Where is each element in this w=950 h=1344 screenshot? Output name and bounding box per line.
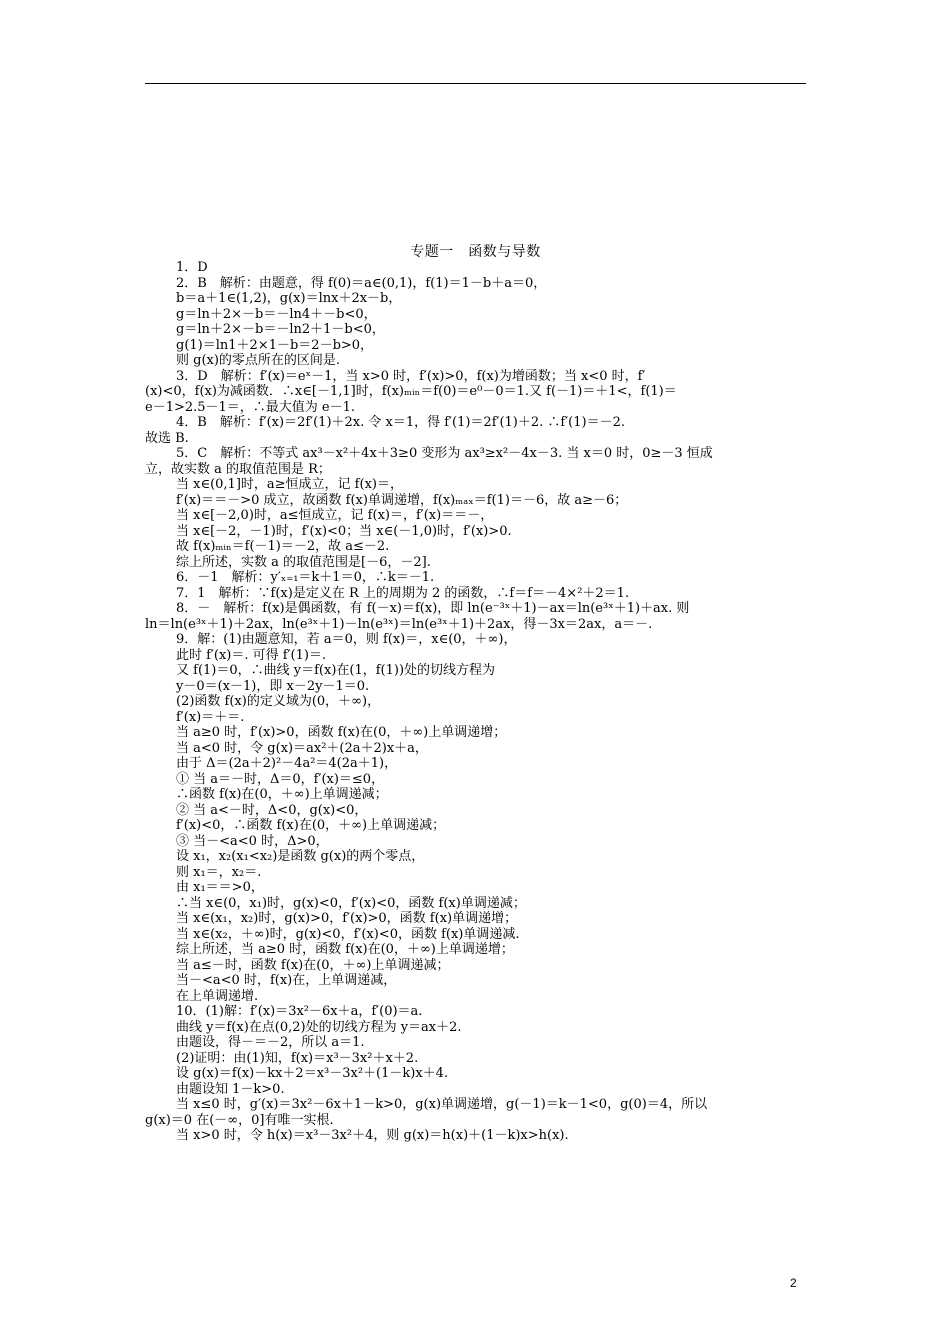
text-line: 综上所述，实数 a 的取值范围是[－6，－2].	[176, 554, 431, 570]
text-line: 6．－1 解析：y′ₓ₌₁＝k＋1＝0，∴k＝－1.	[176, 570, 435, 585]
text-line: 当 x∈[－2，－1)时，f′(x)<0；当 x∈(－1,0)时，f′(x)>0.	[176, 523, 512, 539]
text-line: g＝ln＋2×－b＝－ln2＋1－b<0，	[176, 322, 385, 337]
text-line: ln＝ln(e³ˣ＋1)＋2ax，ln(e³ˣ＋1)－ln(e³ˣ)＝ln(e³ˣ＋1)＋2ax，得－3x＝2ax，a＝－.	[145, 616, 653, 632]
text-line: 当－<a<0 时，f(x)在，上单调递减，	[176, 973, 397, 988]
text-line: 4．B 解析：f′(x)＝2f′(1)＋2x. 令 x＝1，得 f′(1)＝2f′(1)＋2. ∴f′(1)＝－2.	[176, 415, 625, 430]
text-line: 当 x≤0 时，g′(x)＝3x²－6x＋1－k>0，g(x)单调递增，g(－1)＝k－1<0，g(0)＝4，所以	[176, 1097, 708, 1112]
text-line: 3．D 解析：f′(x)＝eˣ－1，当 x>0 时，f′(x)>0，f(x)为增函数；当 x<0 时，f′	[176, 368, 646, 384]
page-number: 2	[790, 1276, 797, 1290]
text-line: f′(x)＝＝－>0 成立，故函数 f(x)单调递增，f(x)ₘₐₓ＝f(1)＝－6，故 a≥－6；	[176, 492, 628, 508]
text-line: 由 x₁＝＝>0，	[176, 880, 264, 895]
text-line: 当 a≤－时，函数 f(x)在(0，＋∞)上单调递减；	[176, 957, 450, 973]
text-line: 8．－ 解析：f(x)是偶函数，有 f(－x)＝f(x)，即 ln(e⁻³ˣ＋1)－ax＝ln(e³ˣ＋1)＋ax. 则	[176, 601, 690, 616]
text-line: 又 f(1)＝0，∴曲线 y＝f(x)在(1，f(1))处的切线方程为	[176, 663, 496, 678]
text-line: 设 x₁，x₂(x₁<x₂)是函数 g(x)的两个零点，	[176, 849, 425, 864]
text-line: y－0＝(x－1)，即 x－2y－1＝0.	[176, 678, 370, 694]
text-line: e－1>2.5－1＝，∴最大值为 e－1.	[145, 399, 356, 415]
text-line: 由题设，得－＝－2，所以 a＝1.	[176, 1035, 365, 1050]
text-line: ∴当 x∈(0，x₁)时，g(x)<0，f′(x)<0，函数 f(x)单调递减；	[176, 895, 526, 911]
text-line: 当 a≥0 时，f′(x)>0，函数 f(x)在(0，＋∞)上单调递增；	[176, 725, 507, 740]
text-line: g(1)＝ln1＋2×1－b＝2－b>0，	[176, 337, 374, 353]
text-line: g＝ln＋2×－b＝－ln4＋－b<0，	[176, 306, 377, 322]
text-line: ② 当 a<－时，Δ<0，g(x)<0，	[176, 802, 368, 818]
text-line: 综上所述，当 a≥0 时，函数 f(x)在(0，＋∞)上单调递增；	[176, 942, 514, 957]
text-line: 设 g(x)＝f(x)－kx＋2＝x³－3x²＋(1－k)x＋4.	[176, 1066, 449, 1081]
text-line: 7．1 解析：∵f(x)是定义在 R 上的周期为 2 的函数，∴f＝f＝－4×²＋2＝1.	[176, 585, 630, 601]
text-line: (2)函数 f(x)的定义域为(0，＋∞)，	[176, 694, 381, 709]
text-line: 9．解：(1)由题意知，若 a＝0，则 f(x)＝，x∈(0，＋∞)，	[176, 632, 517, 647]
text-line: 曲线 y＝f(x)在点(0,2)处的切线方程为 y＝ax＋2.	[176, 1019, 462, 1035]
text-line: 当 x>0 时，令 h(x)＝x³－3x²＋4，则 g(x)＝h(x)＋(1－k)x>h(x).	[176, 1128, 569, 1143]
text-line: (x)<0，f(x)为减函数．∴x∈[－1,1]时，f(x)ₘᵢₙ＝f(0)＝e⁰－0＝1.又 f(－1)＝＋1<，f(1)＝	[145, 384, 677, 399]
text-line: 当 x∈(0,1]时，a≥恒成立，记 f(x)＝，	[176, 477, 403, 492]
text-line: 2．B 解析：由题意，得 f(0)＝a∈(0,1)，f(1)＝1－b＋a＝0，	[176, 275, 547, 291]
solution-text	[145, 260, 806, 1144]
text-line: ∴函数 f(x)在(0，＋∞)上单调递减；	[176, 787, 388, 802]
text-line: 由题设知 1－k>0.	[176, 1081, 285, 1097]
text-line: f′(x)＝＋＝.	[176, 709, 245, 725]
text-line: 故 f(x)ₘᵢₙ＝f(－1)＝－2，故 a≤－2.	[176, 539, 390, 554]
text-line: 则 g(x)的零点所在的区间是.	[176, 353, 341, 368]
text-line: 10．(1)解：f′(x)＝3x²－6x＋a，f′(0)＝a.	[176, 1004, 423, 1019]
text-line: 由于 Δ＝(2a＋2)²－4a²＝4(2a＋1)，	[176, 756, 398, 771]
text-line: 在上单调递增.	[176, 988, 259, 1004]
page-title: 专题一 函数与导数	[410, 244, 541, 260]
text-line: ① 当 a＝－时，Δ＝0，f′(x)＝≤0，	[176, 771, 385, 787]
text-line: b＝a＋1∈(1,2)，g(x)＝lnx＋2x－b，	[176, 291, 402, 306]
text-line: (2)证明：由(1)知，f(x)＝x³－3x²＋x＋2.	[176, 1050, 419, 1066]
text-line: 此时 f′(x)＝. 可得 f′(1)＝.	[176, 647, 327, 663]
text-line: 则 x₁＝，x₂＝.	[176, 864, 262, 880]
text-line: 当 x∈(x₁，x₂)时，g(x)>0，f′(x)>0，函数 f(x)单调递增；	[176, 911, 518, 926]
header-rule	[145, 83, 806, 84]
text-line: 立，故实数 a 的取值范围是 R；	[145, 461, 331, 477]
text-line: 1．D	[176, 260, 208, 275]
text-line: 当 a<0 时，令 g(x)＝ax²＋(2a＋2)x＋a，	[176, 740, 428, 756]
text-line: 5．C 解析：不等式 ax³－x²＋4x＋3≥0 变形为 ax³≥x²－4x－3. 当 x＝0 时，0≥－3 恒成	[176, 446, 713, 461]
text-line: 当 x∈[－2,0)时，a≤恒成立，记 f(x)＝，f′(x)＝＝－，	[176, 508, 494, 523]
text-line: 当 x∈(x₂，＋∞)时，g(x)<0，f′(x)<0，函数 f(x)单调递减.	[176, 926, 520, 942]
text-line: g(x)＝0 在(－∞，0]有唯一实根.	[145, 1112, 334, 1128]
text-line: 故选 B.	[145, 430, 189, 446]
text-line: f′(x)<0，∴函数 f(x)在(0，＋∞)上单调递减；	[176, 818, 446, 833]
text-line: ③ 当－<a<0 时，Δ>0，	[176, 833, 329, 849]
